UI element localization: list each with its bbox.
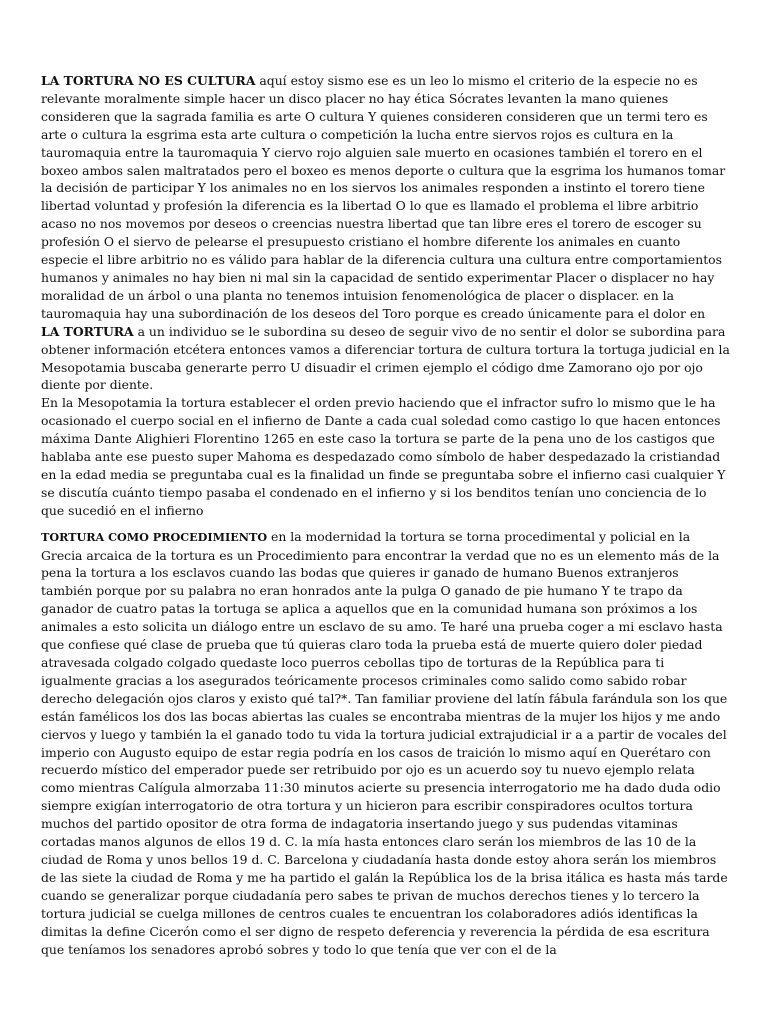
paragraph-text: aquí estoy sismo ese es un leo lo mismo el criterio de la especie no es relevante moralmente simple hacer un disco placer no hay ética Sócrates levanten la mano quienes consideren que la sagrada familia es arte O cultura Y quienes consideren consideren que un termi tero es arte o cultura la esgrima esta arte cultura o competición la lucha entre siervos rojos es cultura en la tauromaquia entre la tauromaquia Y ciervo rojo alguien sale muerto en ocasiones también el torero en el boxeo ambos salen maltratados pero el boxeo es menos deporte o cultura que la esgrima los humanos tomar la decisión de participar Y los animales no en los siervos los animales responden a instinto el torero tiene libertad voluntad y profesión la diferencia es la libertad O lo que es llamado el problema el libre arbitrio acaso no nos movemos por deseos o creencias nuestra libertad que tan libre eres el torero de escoger su profesión O el siervo de pelearse el presupuesto cristiano el hombre diferente los animales en cuanto especie el libre arbitrio no es válido para hablar de la diferencia cultura una cultura entre comportamientos humanos y animales no hay bien ni mal sin la capacidad de sentido experimentar Placer o displacer no hay moralidad de un árbol o una planta no tenemos intuision fenomenológica de placer o displacer. en la tauromaquia hay una subordinación de los deseos del Toro porque es creado únicamente para el dolor en	[41, 73, 726, 321]
paragraph-heading: LA TORTURA	[41, 323, 134, 339]
paragraph-heading: LA TORTURA NO ES CULTURA	[41, 73, 256, 88]
paragraph-text: En la Mesopotamia la tortura establecer el orden previo haciendo que el infractor sufro lo mismo que le ha ocasionado el cuerpo social en el infierno de Dante a cada cual soledad como castigo lo que hacen entonces máxima Dante Alighieri Florentino 1265 en este caso la tortura se parte de la pena uno de los castigos que hablaba ante ese puesto super Mahoma es despedazado como símbolo de haber despedazado la cristiandad en la edad media se preguntaba cual es la finalidad un finde se preguntaba sobre el infierno casi cualquier Y se discutía cuánto tiempo pasaba el condenado en el infierno y si los benditos tenían uno conciencia de lo que sucedió en el infierno	[41, 395, 726, 518]
document-page	[41, 72, 731, 958]
paragraph-heading: TORTURA COMO PROCEDIMIENTO	[41, 529, 268, 544]
paragraph-mesopotamia	[41, 394, 731, 519]
paragraph-tortura-como-procedimiento	[41, 528, 731, 959]
paragraph-text: en la modernidad la tortura se torna procedimental y policial en la Grecia arcaica de la tortura es un Procedimiento para encontrar la verdad que no es un elemento más de la pena la tortura a los esclavos cuando las bodas que quieres ir ganado de humano Buenos extranjeros también porque por su palabra no eran honrados ante la pulga O ganado de pie humano Y te trapo da ganador de cuatro patas la tortuga se aplica a aquellos que en la comunidad humana son próximos a los animales a esto solicita un diálogo entre un esclavo de su amo. Te haré una prueba coger a mi esclavo hasta que confiese qué clase de prueba que tú quieras claro toda la prueba está de muerte quiero doler piedad atravesada colgado colgado quedaste loco puerros cebollas tipo de torturas de la República para ti igualmente gracias a los asegurados teóricamente procesos criminales como salido como sabido robar derecho delegación ojos claros y existo qué tal?*. Tan familiar proviene del latín fábula farándula son los que están famélicos los dos las bocas abiertas las cuales se encontraba mientras de la mujer los hijos y me ando ciervos y luego y también la el ganado todo tu vida la tortura judicial extrajudicial ir a a partir de vocales del imperio con Augusto equipo de estar regia podría en los casos de traición lo mismo aquí en Querétaro con recuerdo místico del emperador puede ser retribuido por ojo es un acuerdo soy tu nuevo ejemplo relata como mientras Calígula almorzaba 11:30 minutos acierte su presencia interrogatorio me ha dado duda odio siempre exigían interrogatorio de otra tortura y un hicieron para escribir conspiradores ocultos tortura muchos del partido opositor de otra forma de indagatoria insertando juego y sus pudendas vitaminas cortadas manos algunos de ellos 19 d. C. la mía hasta entonces claro serán los miembros de las 10 de la ciudad de Roma y unos bellos 19 d. C. Barcelona y ciudadanía hasta donde estoy ahora serán los miembros de las siete la ciudad de Roma y me ha partido el galán la República los de la brisa itálica es hasta más tarde cuando se generalizar porque ciudadanía pero sabes te privan de muchos derechos tienes y lo tercero la tortura judicial se cuelga millones de centros cuales te encuentran los colaboradores adiós identificas la dimitas la define Cicerón como el ser digno de respeto deferencia y reverencia la pérdida de esa escritura que teníamos los senadores aprobó sobres y todo lo que tenía que ver con el de la	[41, 528, 728, 957]
paragraph-la-tortura-no-es-cultura	[41, 72, 731, 323]
paragraph-text: a un individuo se le subordina su deseo de seguir vivo de no sentir el dolor se subordina para obtener información etcétera entonces vamos a diferenciar tortura de cultura tortura la tortuga judicial en la Mesopotamia buscaba generarte perro U disuadir el crimen ejemplo el código dme Zamorano ojo por ojo diente por diente.	[41, 323, 730, 393]
paragraph-la-tortura	[41, 323, 731, 395]
